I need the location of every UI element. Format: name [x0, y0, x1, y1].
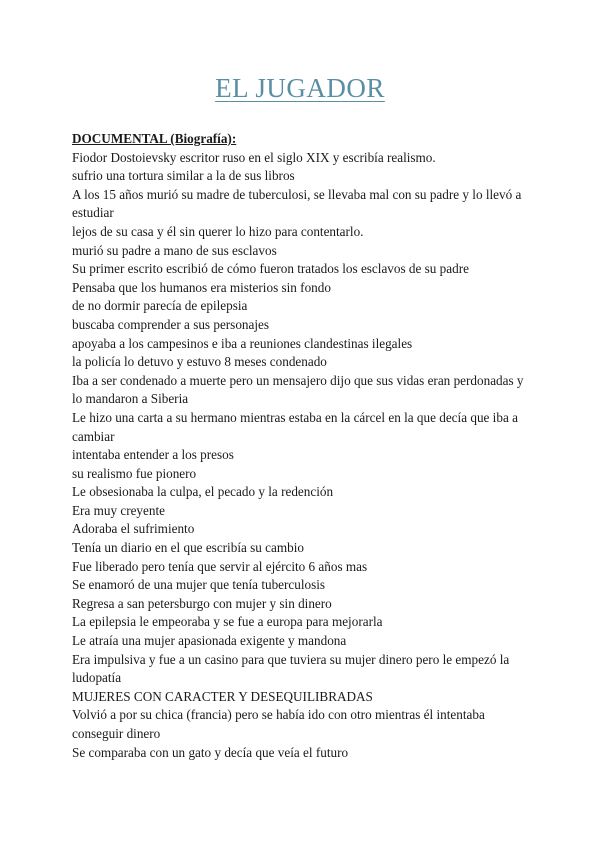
text-line: Le hizo una carta a su hermano mientras estaba en la cárcel en la que decía que iba a cambiar	[72, 409, 518, 444]
text-line: La epilepsia le empeoraba y se fue a europa para mejorarla	[72, 614, 383, 630]
text-line: lejos de su casa y él sin querer lo hizo para contentarlo.	[72, 223, 364, 239]
text-line: Se enamoró de una mujer que tenía tuberculosis	[72, 577, 326, 593]
text-line: apoyaba a los campesinos e iba a reuniones clandestinas ilegales	[72, 335, 413, 351]
text-line: Volvió a por su chica (francia) pero se había ido con otro mientras él intentaba conseguir dinero	[72, 707, 485, 741]
text-line: buscaba comprender a sus personajes	[72, 316, 270, 332]
text-line: A los 15 años murió su madre de tuberculosi, se llevaba mal con su padre y lo llevó a estudiar	[72, 186, 522, 221]
text-line: sufrio una tortura similar a la de sus libros	[72, 168, 295, 184]
text-line: su realismo fue pionero	[72, 465, 197, 481]
text-line: la policía lo detuvo y estuvo 8 meses condenado	[72, 354, 327, 370]
text-line: Le atraía una mujer apasionada exigente y mandona	[72, 633, 347, 649]
section-heading: DOCUMENTAL (Biografía):	[72, 131, 237, 146]
text-line: Le obsesionaba la culpa, el pecado y la redención	[72, 484, 334, 500]
text-line: Adoraba el sufrimiento	[72, 521, 195, 537]
document-title: EL JUGADOR	[215, 73, 385, 103]
text-line: intentaba entender a los presos	[72, 447, 234, 463]
text-line: Regresa a san petersburgo con mujer y sin dinero	[72, 595, 332, 611]
text-line: Fue liberado pero tenía que servir al ejército 6 años mas	[72, 558, 368, 574]
text-line: Era impulsiva y fue a un casino para que tuviera su mujer dinero pero le empezó la ludopatía	[72, 651, 510, 686]
text-line: Su primer escrito escribió de cómo fueron tratados los esclavos de su padre	[72, 261, 469, 277]
text-line: Era muy creyente	[72, 502, 165, 518]
text-line: de no dormir parecía de epilepsia	[72, 298, 248, 314]
text-line: murió su padre a mano de sus esclavos	[72, 242, 277, 258]
text-line: Iba a ser condenado a muerte pero un mensajero dijo que sus vidas eran perdonadas y lo mandaron a Siberia	[72, 372, 524, 407]
text-line: Tenía un diario en el que escribía su cambio	[72, 540, 304, 556]
subheading-line: MUJERES CON CARACTER Y DESEQUILIBRADAS	[72, 688, 373, 704]
document-body	[72, 130, 532, 762]
text-line: Se comparaba con un gato y decía que veía el futuro	[72, 744, 349, 760]
text-line: Fiodor Dostoievsky escritor ruso en el siglo XIX y escribía realismo.	[72, 149, 436, 165]
text-line: Pensaba que los humanos era misterios sin fondo	[72, 279, 331, 295]
